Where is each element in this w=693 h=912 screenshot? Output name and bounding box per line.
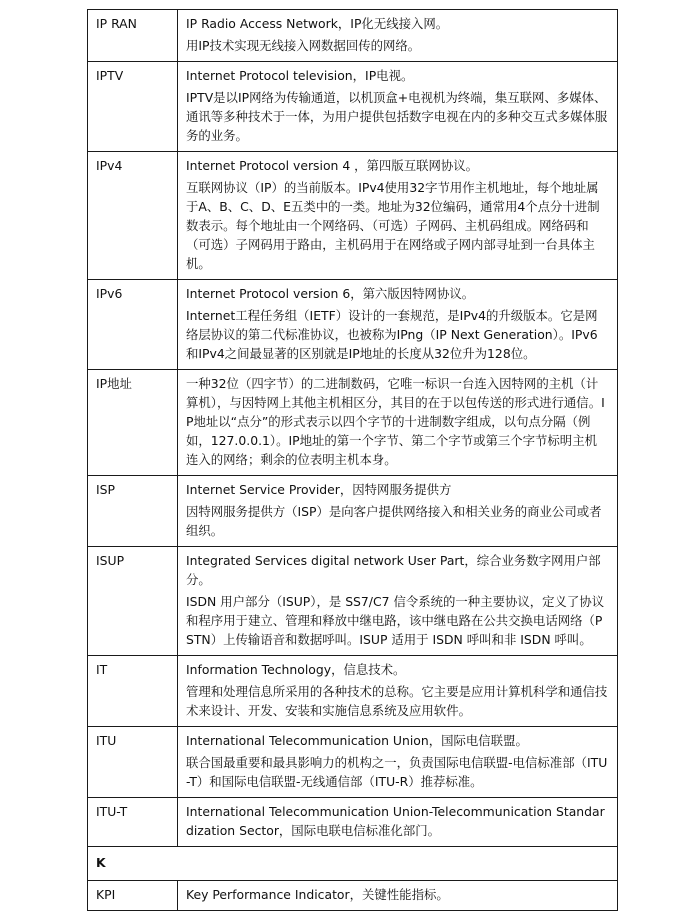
glossary-row [88,881,618,911]
glossary-row [88,62,618,152]
definition-cell [178,10,618,62]
definition-text: ISDN 用户部分（ISUP），是 SS7/C7 信令系统的一种主要协议，定义了协议和程序用于建立、管理和释放中继电路，该中继电路在公共交换电话网络（PSTN）上传输语音和数据呼叫。ISUP 适用于 ISDN 呼叫和非 ISDN 呼叫。 [186,594,605,647]
glossary-row [88,280,618,370]
definition-cell [178,370,618,476]
definition-expansion: Internet Protocol television，IP电视。 [186,68,414,83]
term-cell: KPI [88,881,178,911]
definition-cell [178,547,618,656]
term-cell: IPv4 [88,152,178,280]
section-header-row [88,847,618,881]
glossary-row [88,152,618,280]
definition-expansion: International Telecommunication Union，国际电信联盟。 [186,733,528,748]
definition-expansion: IP Radio Access Network，IP化无线接入网。 [186,16,449,31]
glossary-row [88,547,618,656]
term-cell: IP地址 [88,370,178,476]
definition-expansion: 一种32位（四字节）的二进制数码，它唯一标识一台连入因特网的主机（计算机），与因特网上其他主机相区分，其目的在于以包传送的形式进行通信。IP地址以“点分”的形式表示以四个字节的十进制数字组成，以句点分隔（例如，127.0.0.1）。IP地址的第一个字节、第二个字节或第三个字节标明主机连入的网络；剩余的位表明主机本身。 [186,376,605,467]
definition-expansion: Internet Service Provider，因特网服务提供方 [186,482,452,497]
definition-cell [178,280,618,370]
definition-expansion: Internet Protocol version 4 ，第四版互联网协议。 [186,158,479,173]
definition-text: 联合国最重要和最具影响力的机构之一，负责国际电信联盟-电信标准部（ITU-T）和国际电信联盟-无线通信部（ITU-R）推荐标准。 [186,755,608,789]
glossary-row [88,727,618,798]
term-cell: ISP [88,476,178,547]
definition-cell [178,881,618,911]
definition-expansion: International Telecommunication Union-Telecommunication Standardization Sector，国际电联电信标准化部门。 [186,804,605,838]
glossary-rows [88,10,618,911]
glossary-row [88,656,618,727]
term-cell: IT [88,656,178,727]
term-cell: ITU-T [88,798,178,847]
term-cell: ITU [88,727,178,798]
definition-cell [178,798,618,847]
definition-cell [178,727,618,798]
section-letter: K [88,847,618,881]
definition-expansion: Internet Protocol version 6，第六版因特网协议。 [186,286,475,301]
term-cell: IP RAN [88,10,178,62]
definition-cell [178,656,618,727]
definition-cell [178,62,618,152]
definition-expansion: Key Performance Indicator，关键性能指标。 [186,887,449,902]
glossary-row [88,370,618,476]
term-cell: IPTV [88,62,178,152]
glossary-row [88,10,618,62]
definition-cell [178,152,618,280]
definition-expansion: Integrated Services digital network User Part，综合业务数字网用户部分。 [186,553,601,587]
definition-text: 互联网协议（IP）的当前版本。IPv4使用32字节用作主机地址，每个地址属于A、B、C、D、E五类中的一类。地址为32位编码，通常用4个点分十进制数表示。每个地址由一个网络码、（可选）子网码、主机码组成。网络码和（可选）子网码用于路由，主机码用于在网络或子网内部寻址到一台具体主机。 [186,180,600,271]
definition-cell [178,476,618,547]
definition-text: 因特网服务提供方（ISP）是向客户提供网络接入和相关业务的商业公司或者组织。 [186,504,602,538]
glossary-table [87,9,618,911]
term-cell: IPv6 [88,280,178,370]
definition-text: Internet工程任务组（IETF）设计的一套规范，是IPv4的升级版本。它是网络层协议的第二代标准协议，也被称为IPng（IP Next Generation）。IPv6和IPv4之间最显著的区别就是IP地址的长度从32位升为128位。 [186,308,598,361]
definition-text: 管理和处理信息所采用的各种技术的总称。它主要是应用计算机科学和通信技术来设计、开发、安装和实施信息系统及应用软件。 [186,684,608,718]
term-cell: ISUP [88,547,178,656]
glossary-row [88,476,618,547]
glossary-row [88,798,618,847]
definition-text: IPTV是以IP网络为传输通道，以机顶盒+电视机为终端，集互联网、多媒体、通讯等多种技术于一体，为用户提供包括数字电视在内的多种交互式多媒体服务的业务。 [186,90,608,143]
definition-text: 用IP技术实现无线接入网数据回传的网络。 [186,38,421,53]
definition-expansion: Information Technology，信息技术。 [186,662,406,677]
